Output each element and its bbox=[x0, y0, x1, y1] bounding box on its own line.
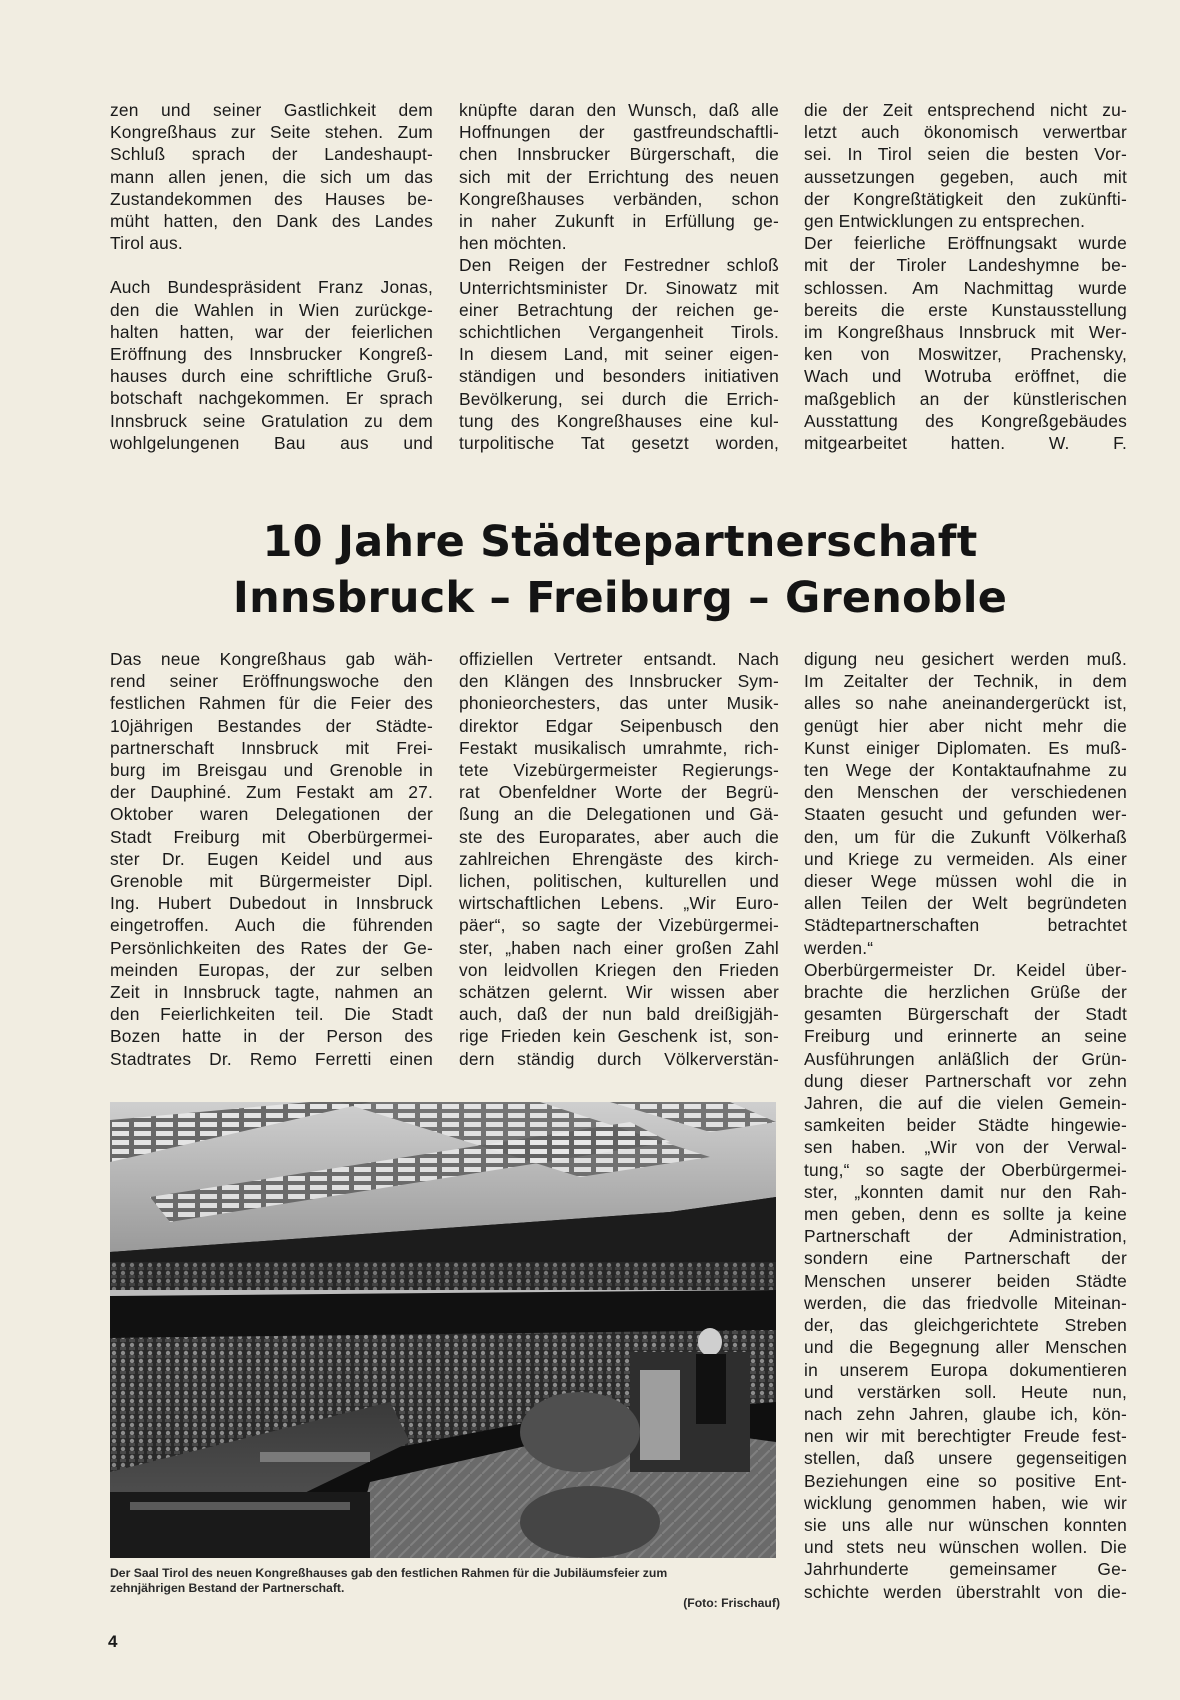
text-line: Kongreßhauses verbänden, schon bbox=[459, 188, 779, 209]
text-line: Unterrichtsminister Dr. Sinowatz mit bbox=[459, 277, 779, 298]
text-line: offiziellen Vertreter entsandt. Nach bbox=[459, 649, 779, 669]
text-line: Bozen hatte in der Person des bbox=[110, 1026, 433, 1047]
text-line: schichtlichen Vergangenheit Tirols. bbox=[459, 322, 779, 343]
text-line: botschaft nachgekommen. Er sprach bbox=[110, 388, 433, 409]
text-line: chen Innsbrucker Bürgerschaft, die bbox=[459, 144, 779, 165]
text-line: ken von Moswitzer, Prachensky, bbox=[804, 344, 1127, 365]
text-line: und die Begegnung aller Menschen bbox=[804, 1337, 1127, 1358]
text-line: ster Dr. Eugen Keidel und aus bbox=[110, 848, 433, 869]
text-line: wohlgelungenen Bau aus und bbox=[110, 432, 433, 453]
text-line: mann allen jenen, die sich um das bbox=[110, 166, 433, 187]
text-line: rige Frieden kein Geschenk ist, son- bbox=[459, 1026, 779, 1047]
text-line: zen und seiner Gastlichkeit dem bbox=[110, 100, 433, 120]
text-line: Jahren, die auf die vielen Gemein- bbox=[804, 1093, 1127, 1114]
photo-credit: (Foto: Frischauf) bbox=[683, 1596, 780, 1610]
text-line: päer“, so sagte der Vizebürgermei- bbox=[459, 915, 779, 936]
text-line: Tirol aus. bbox=[110, 233, 183, 254]
text-line: wirtschaftlichen Lebens. „Wir Euro- bbox=[459, 893, 779, 914]
text-line: tung des Kongreßhauses eine kul- bbox=[459, 410, 779, 431]
text-line: in unserem Europa dokumentieren bbox=[804, 1359, 1127, 1380]
text-line: werden.“ bbox=[804, 937, 874, 958]
continued-article-column-3 bbox=[804, 99, 1127, 454]
text-line: der, das gleichgerichtete Streben bbox=[804, 1315, 1127, 1336]
text-line: tete Vizebürgermeister Regierungs- bbox=[459, 760, 779, 781]
text-line: tung,“ so sagte der Oberbürgermei- bbox=[804, 1159, 1127, 1180]
text-line: lichen, politischen, kulturellen und bbox=[459, 871, 779, 892]
caption-line-1: Der Saal Tirol des neuen Kongreßhauses gab den festlichen Rahmen für die Jubiläumsfeier zum bbox=[110, 1566, 668, 1580]
text-line: Ing. Hubert Dubedout in Innsbruck bbox=[110, 893, 433, 914]
text-line: Den Reigen der Festredner schloß bbox=[459, 255, 779, 276]
text-line: brachte die herzlichen Grüße der bbox=[804, 982, 1127, 1003]
text-line: halten hatten, war der feierlichen bbox=[110, 321, 433, 342]
text-line: müht hatten, den Dank des Landes bbox=[110, 211, 433, 232]
article-column-3 bbox=[804, 648, 1127, 1603]
text-line: Jahrhunderte gemeinsamer Ge- bbox=[804, 1559, 1127, 1580]
text-line: gesamten Bürgerschaft der Stadt bbox=[804, 1004, 1127, 1025]
text-line: Kunst einiger Diplomaten. Es muß- bbox=[804, 737, 1127, 758]
text-line: ste des Europarates, aber auch die bbox=[459, 826, 779, 847]
text-line: rat Obenfeldner Worte der Begrü- bbox=[459, 782, 779, 803]
text-line: schätzen gelernt. Wir wissen aber bbox=[459, 982, 779, 1003]
text-line: ständigen und besonders initiativen bbox=[459, 366, 779, 387]
text-line: meinden Europas, der zur selben bbox=[110, 959, 433, 980]
text-line: turpolitische Tat gesetzt worden, bbox=[459, 433, 779, 454]
text-line: mitgearbeitet hatten. W. F. bbox=[804, 433, 1127, 454]
text-line: nach zehn Jahren, glaube ich, kön- bbox=[804, 1403, 1127, 1424]
text-line: allen Teilen der Welt begründeten bbox=[804, 893, 1127, 914]
text-line: Stadt Freiburg mit Oberbürgermei- bbox=[110, 826, 433, 847]
congress-hall-photo bbox=[110, 1102, 776, 1558]
text-line: schlossen. Am Nachmittag wurde bbox=[804, 277, 1127, 298]
text-line: Das neue Kongreßhaus gab wäh- bbox=[110, 649, 433, 669]
text-line: und verstärken soll. Heute nun, bbox=[804, 1381, 1127, 1402]
continued-article-column-2 bbox=[459, 99, 779, 454]
photo-caption bbox=[110, 1566, 780, 1611]
text-line: im Kongreßhaus Innsbruck mit Wer- bbox=[804, 322, 1127, 343]
text-line: Menschen unserer beiden Städte bbox=[804, 1270, 1127, 1291]
text-line: Zustandekommen des Hauses be- bbox=[110, 188, 433, 209]
text-line: den, um für die Zukunft Völkerhaß bbox=[804, 826, 1127, 847]
page-number: 4 bbox=[108, 1632, 118, 1651]
text-line: ster, „haben nach einer großen Zahl bbox=[459, 937, 779, 958]
article-title-line-2: Innsbruck – Freiburg – Grenoble bbox=[232, 573, 1008, 623]
text-line: den Klängen des Innsbrucker Sym- bbox=[459, 671, 779, 692]
text-line: Beziehungen eine so positive Ent- bbox=[804, 1470, 1127, 1491]
text-line: In diesem Land, mit seiner eigen- bbox=[459, 344, 779, 365]
text-line: Freiburg und erinnerte an seine bbox=[804, 1026, 1127, 1047]
text-line: den Feierlichkeiten teil. Die Stadt bbox=[110, 1004, 433, 1025]
text-line: Oktober waren Delegationen der bbox=[110, 804, 433, 825]
text-line: nen wir mit berechtigter Freude fest- bbox=[804, 1426, 1127, 1447]
text-line: und Kriege zu vermeiden. Als einer bbox=[804, 848, 1127, 869]
article-title bbox=[0, 514, 1180, 626]
text-line: aussetzungen gegeben, auch mit bbox=[804, 166, 1127, 187]
text-line: wicklung genommen haben, wie wir bbox=[804, 1492, 1127, 1513]
text-line: den Menschen der verschiedenen bbox=[804, 782, 1127, 803]
text-line: Oberbürgermeister Dr. Keidel über- bbox=[804, 959, 1127, 980]
text-line: partnerschaft Innsbruck mit Frei- bbox=[110, 737, 433, 758]
text-line: dieser Wege müssen wohl die in bbox=[804, 871, 1127, 892]
text-line: sie uns alle nur wünschen konnten bbox=[804, 1514, 1127, 1535]
text-line: Staaten gesucht und gefunden wer- bbox=[804, 804, 1127, 825]
text-line: dung dieser Partnerschaft vor zehn bbox=[804, 1070, 1127, 1091]
text-line: samkeiten beider Städte hingewie- bbox=[804, 1115, 1127, 1136]
text-line: und stets neu wünschen wollen. Die bbox=[804, 1537, 1127, 1558]
text-line: hen möchten. bbox=[459, 233, 567, 254]
text-line: alles so nahe aneinandergerückt ist, bbox=[804, 693, 1127, 714]
text-line: ten Wege der Kontaktaufnahme zu bbox=[804, 760, 1127, 781]
text-line: Eröffnung des Innsbrucker Kongreß- bbox=[110, 344, 433, 365]
text-line: knüpfte daran den Wunsch, daß alle bbox=[459, 100, 779, 120]
text-line: letzt auch ökonomisch verwertbar bbox=[804, 122, 1127, 143]
article-column-2 bbox=[459, 648, 779, 1070]
text-line: direktor Edgar Seipenbusch den bbox=[459, 715, 779, 736]
text-line: stellen, daß unsere gegenseitigen bbox=[804, 1448, 1127, 1469]
text-line: Zeit in Innsbruck tagte, nahmen an bbox=[110, 982, 433, 1003]
text-line: Im Zeitalter der Technik, in dem bbox=[804, 671, 1127, 692]
text-line: sondern eine Partnerschaft der bbox=[804, 1248, 1127, 1269]
text-line: maßgeblich an der künstlerischen bbox=[804, 388, 1127, 409]
article-column-1 bbox=[110, 648, 433, 1070]
text-line: hauses durch eine schriftliche Gruß- bbox=[110, 366, 433, 387]
text-line: Stadtrates Dr. Remo Ferretti einen bbox=[110, 1048, 433, 1069]
text-line: die der Zeit entsprechend nicht zu- bbox=[804, 100, 1127, 120]
text-line: Bevölkerung, sei durch die Errich- bbox=[459, 388, 779, 409]
text-line: ßung an die Delegationen und Gä- bbox=[459, 804, 779, 825]
text-line: Schluß sprach der Landeshaupt- bbox=[110, 144, 433, 165]
text-line: Wach und Wotruba eröffnet, die bbox=[804, 366, 1127, 387]
text-line: Kongreßhaus zur Seite stehen. Zum bbox=[110, 122, 433, 143]
text-line: auch, daß der nun bald dreißigjäh- bbox=[459, 1004, 779, 1025]
text-line: digung neu gesichert werden muß. bbox=[804, 649, 1127, 669]
text-line: gen Entwicklungen zu entsprechen. bbox=[804, 211, 1086, 232]
text-line: Ausführungen anläßlich der Grün- bbox=[804, 1048, 1127, 1069]
text-line: burg im Breisgau und Grenoble in bbox=[110, 760, 433, 781]
text-line: Innsbruck seine Gratulation zu dem bbox=[110, 410, 433, 431]
text-line: schichte werden überstrahlt von die- bbox=[804, 1581, 1127, 1602]
text-line: Grenoble mit Bürgermeister Dipl. bbox=[110, 871, 433, 892]
text-line: 10jährigen Bestandes der Städte- bbox=[110, 715, 433, 736]
text-line: Der feierliche Eröffnungsakt wurde bbox=[804, 233, 1127, 254]
article-title-line-1: 10 Jahre Städtepartnerschaft bbox=[262, 517, 978, 567]
text-line: einer Betrachtung der reichen ge- bbox=[459, 299, 779, 320]
text-line: bereits die erste Kunstausstellung bbox=[804, 299, 1127, 320]
text-line: von leidvollen Kriegen den Frieden bbox=[459, 959, 779, 980]
text-line: ster, „konnten damit nur den Rah- bbox=[804, 1181, 1127, 1202]
caption-line-2: zehnjährigen Bestand der Partnerschaft. bbox=[110, 1581, 345, 1595]
text-line: der Dauphiné. Zum Festakt am 27. bbox=[110, 782, 433, 803]
text-line: sich mit der Errichtung des neuen bbox=[459, 166, 779, 187]
text-line: werden, die das friedvolle Miteinan- bbox=[804, 1292, 1127, 1313]
text-line: zahlreichen Ehrengäste des kirch- bbox=[459, 848, 779, 869]
text-line: Hoffnungen der gastfreundschaftli- bbox=[459, 122, 779, 143]
text-line: Partnerschaft der Administration, bbox=[804, 1226, 1127, 1247]
text-line: den die Wahlen in Wien zurückge- bbox=[110, 299, 433, 320]
text-line: der Kongreßtätigkeit den zukünfti- bbox=[804, 188, 1127, 209]
text-line: phonieorchesters, das unter Musik- bbox=[459, 693, 779, 714]
text-line: mit der Tiroler Landeshymne be- bbox=[804, 255, 1127, 276]
text-line: sen haben. „Wir von der Verwal- bbox=[804, 1137, 1127, 1158]
text-line: Persönlichkeiten des Rates der Ge- bbox=[110, 937, 433, 958]
text-line: Festakt musikalisch umrahmte, rich- bbox=[459, 737, 779, 758]
text-line: genügt hier aber nicht mehr die bbox=[804, 715, 1127, 736]
continued-article-column-1 bbox=[110, 99, 433, 454]
text-line: men geben, denn es sollte ja keine bbox=[804, 1204, 1127, 1225]
text-line: sei. In Tirol seien die besten Vor- bbox=[804, 144, 1127, 165]
paragraph-gap bbox=[110, 254, 433, 276]
text-line: Ausstattung des Kongreßgebäudes bbox=[804, 410, 1127, 431]
text-line: festlichen Rahmen für die Feier des bbox=[110, 693, 433, 714]
text-line: dern ständig durch Völkerverstän- bbox=[459, 1048, 779, 1069]
text-line: Städtepartnerschaften betrachtet bbox=[804, 915, 1127, 936]
text-line: Auch Bundespräsident Franz Jonas, bbox=[110, 277, 433, 298]
text-line: in naher Zukunft in Erfüllung ge- bbox=[459, 211, 779, 232]
text-line: eingetroffen. Auch die führenden bbox=[110, 915, 433, 936]
text-line: rend seiner Eröffnungswoche den bbox=[110, 671, 433, 692]
